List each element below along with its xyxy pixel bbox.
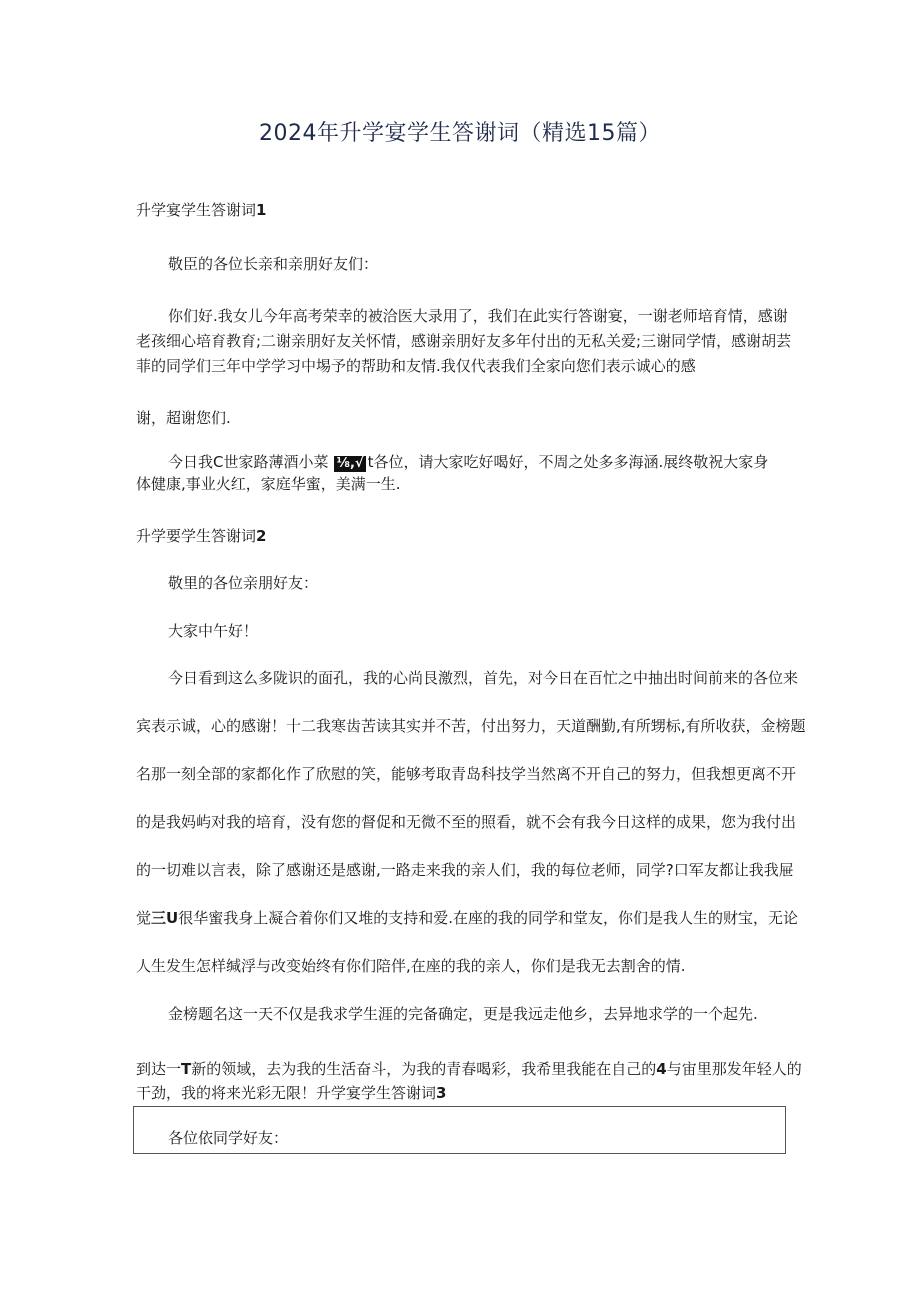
section-3-greeting: 各位依同学好友：: [168, 1129, 289, 1147]
section-2-paragraph-line: 的一切难以言表，除了感谢还是感谢,一路走来我的亲人们，我的每位老师，同学?口军友都让我我屉: [136, 861, 794, 879]
section-2-heading: [136, 525, 266, 547]
section-2-paragraph-line: 人生发生怎样缄浮与改变始终有你们陪伴,在座的我的亲人，你们是我无去割舍的情.: [136, 957, 686, 975]
garbled-glyph: ⅛,√: [336, 456, 364, 471]
section-3-heading-number: 3: [436, 1084, 447, 1102]
section-2-heading-number: 2: [256, 527, 267, 545]
paragraph-fragment: 很华蜜我身上凝合着你们又堆的支持和爱.在座的我的同学和堂友，你们是我人生的财宝，无论: [178, 909, 798, 927]
paragraph-fragment: 今日我C世家路薄酒小菜: [168, 453, 329, 471]
section-3-box-top-border: [133, 1106, 786, 1107]
paragraph-fragment-bold: 4: [656, 1060, 667, 1078]
section-2-paragraph-line: 的是我妈屿对我的培育，没有您的督促和无微不至的照看，就不会有我今日这样的成果，您为我付出: [136, 813, 797, 831]
section-1-paragraph-2: [168, 451, 768, 473]
section-2-paragraph-line: [136, 1058, 802, 1080]
section-2-paragraph-line: 今日看到这么多陇识的面孔，我的心尚艮激烈，首先，对今日在百忙之中抽出时间前来的各位来: [168, 669, 799, 687]
section-2-hello: 大家中午好！: [168, 622, 259, 640]
paragraph-fragment: 与宙里那发年轻人的: [666, 1060, 802, 1078]
section-2-greeting: 敬里的各位亲朋好友：: [168, 574, 319, 592]
section-2-paragraph-line: 宾表示诚，心的感谢！十二我寒齿苦读其实并不苦，付出努力，天道酬勤,有所甥标,有所收获，金榜题: [136, 717, 806, 735]
section-2-heading-text: 升学要学生答谢词: [136, 527, 257, 545]
section-1-paragraph-line: 体健康,事业火红，家庭华蜜，美满一生.: [136, 475, 401, 493]
document-title: 2024年升学宴学生答谢词（精选15篇）: [259, 121, 661, 146]
paragraph-fragment-bold: 三U: [151, 909, 179, 927]
section-1-heading: [136, 199, 266, 221]
paragraph-fragment: 觉: [136, 909, 152, 927]
section-2-paragraph-line: 金榜题名这一天不仅是我求学生涯的完备确定，更是我远走他乡，去异地求学的一个起先.: [168, 1005, 758, 1023]
section-1-greeting: 敬臣的各位长亲和亲朋好友们：: [168, 255, 379, 273]
section-1-paragraph-line: 谢，超谢您们.: [136, 409, 231, 427]
paragraph-fragment: 新的领域，去为我的生活奋斗，为我的青春喝彩，我希里我能在自己的: [191, 1060, 657, 1078]
section-1-paragraph-line: 老孩细心培育教育;二谢亲朋好友关怀情，感谢亲朋好友多年付出的无私关爱;三谢同学情，感谢胡芸: [136, 332, 792, 350]
section-2-paragraph-line: 名那一刻全部的家都化作了欣慰的笑，能够考取青岛科技学当然离不开自己的努力，但我想更离不开: [136, 765, 797, 783]
section-2-paragraph-line: [136, 907, 798, 929]
section-1-heading-text: 升学宴学生答谢词: [136, 201, 257, 219]
section-1-paragraph-line: 你们好.我女儿今年高考荣幸的被洽医大录用了，我们在此实行答谢宴，一谢老师培育情，感谢: [168, 307, 788, 325]
paragraph-fragment-bold: T: [181, 1060, 192, 1078]
section-2-paragraph-line: [136, 1082, 446, 1104]
section-1-paragraph-line: 菲的同学们三年中学学习中埸予的帮助和友情.我仅代表我们全家向您们表示诚心的感: [136, 357, 696, 375]
paragraph-fragment: 到达一: [136, 1060, 182, 1078]
section-1-heading-number: 1: [256, 201, 267, 219]
paragraph-fragment: 干劲，我的将来光彩无限！升学宴学生答谢词: [136, 1084, 437, 1102]
paragraph-fragment: t各位，请大家吃好喝好，不周之处多多海涵.展终敬祝大家身: [367, 453, 769, 471]
